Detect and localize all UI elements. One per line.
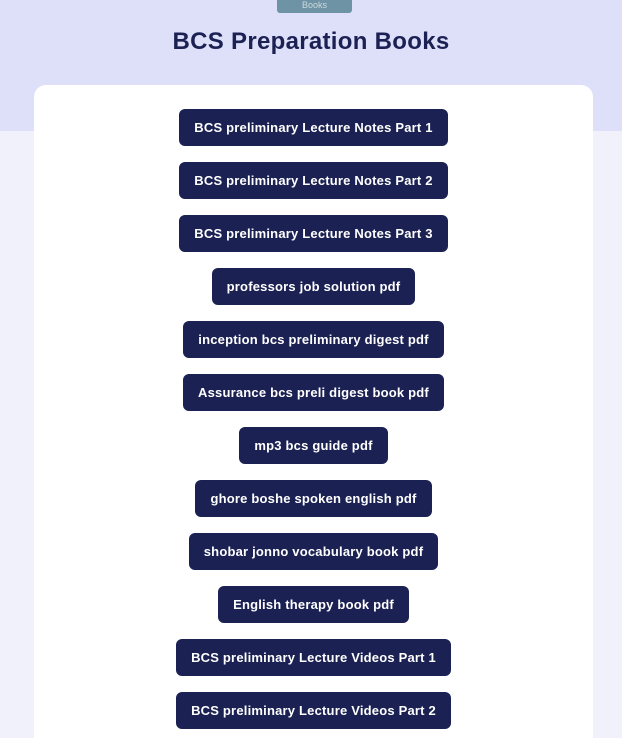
book-link-button[interactable]: inception bcs preliminary digest pdf (183, 321, 443, 358)
page-title: BCS Preparation Books (172, 28, 450, 55)
book-link-button[interactable]: professors job solution pdf (212, 268, 416, 305)
book-link-button[interactable]: BCS preliminary Lecture Notes Part 3 (179, 215, 447, 252)
book-link-button[interactable]: Assurance bcs preli digest book pdf (183, 374, 444, 411)
book-link-button[interactable]: BCS preliminary Lecture Notes Part 2 (179, 162, 447, 199)
book-link-button[interactable]: English therapy book pdf (218, 586, 409, 623)
book-link-button[interactable]: ghore boshe spoken english pdf (195, 480, 431, 517)
book-link-button[interactable]: BCS preliminary Lecture Videos Part 1 (176, 639, 451, 676)
book-button-list (34, 85, 593, 729)
book-link-button[interactable]: BCS preliminary Lecture Notes Part 1 (179, 109, 447, 146)
book-link-button[interactable]: mp3 bcs guide pdf (239, 427, 387, 464)
book-link-button[interactable]: shobar jonno vocabulary book pdf (189, 533, 438, 570)
book-link-button[interactable]: BCS preliminary Lecture Videos Part 2 (176, 692, 451, 729)
content-card (34, 85, 593, 738)
books-chip-button[interactable]: Books (277, 0, 352, 13)
